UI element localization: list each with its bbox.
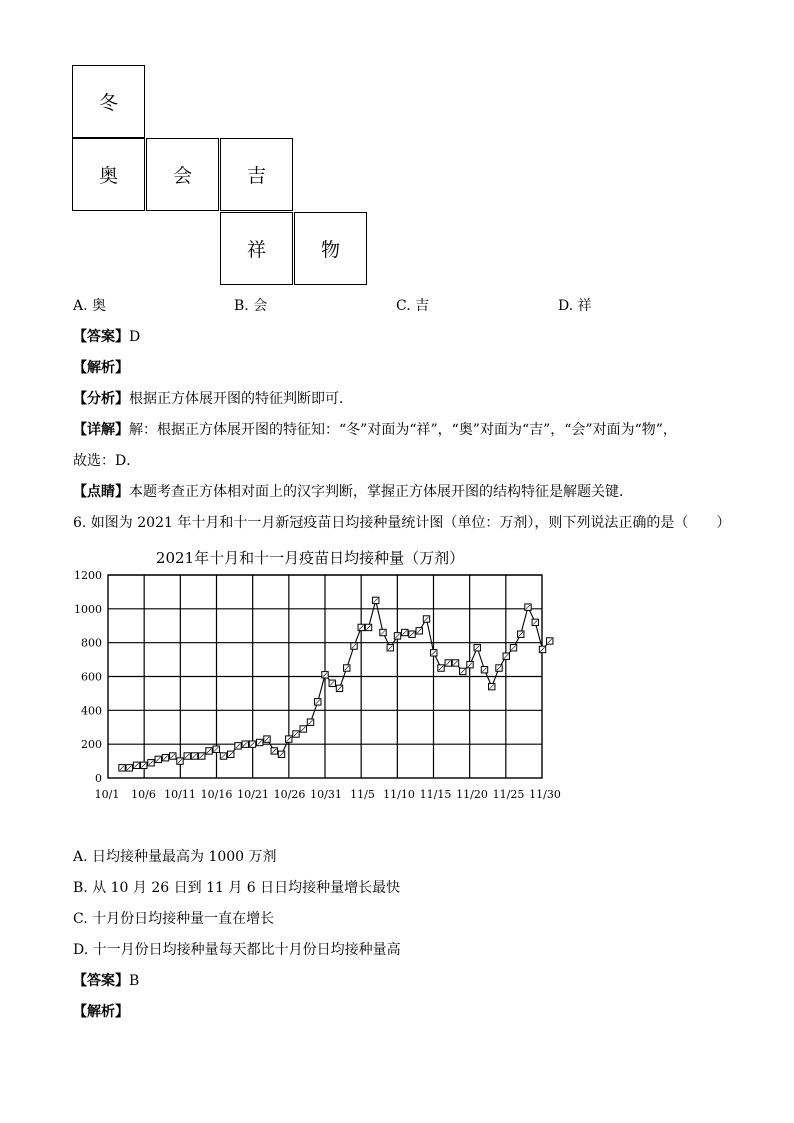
q6-analysis-label: 【解析】 <box>73 1004 129 1020</box>
x-tick-label: 10/31 <box>310 788 342 801</box>
y-tick-label: 600 <box>81 670 102 684</box>
net-cell-1: 冬 <box>72 65 145 138</box>
q5-dianjing: 【点睛】本题考查正方体相对面上的汉字判断，掌握正方体展开图的结构特征是解题关键． <box>73 484 633 500</box>
q5-answer: 【答案】D <box>73 329 141 345</box>
net-cell-2: 奥 <box>72 138 145 211</box>
q6-option-b: B. 从 10 月 26 日到 11 月 6 日日均接种量增长最快 <box>73 880 401 896</box>
q5-option-d: D. 祥 <box>558 298 592 314</box>
y-tick-label: 1000 <box>74 602 102 616</box>
x-tick-label: 11/10 <box>383 788 415 801</box>
x-tick-label: 10/6 <box>131 788 156 801</box>
x-tick-label: 11/20 <box>456 788 488 801</box>
y-tick-label: 400 <box>81 704 102 718</box>
q6-option-d: D. 十一月份日均接种量每天都比十月份日均接种量高 <box>73 942 401 958</box>
net-cell-3: 会 <box>146 138 219 211</box>
net-cell-4: 吉 <box>220 138 293 211</box>
y-tick-label: 1200 <box>74 569 102 582</box>
x-tick-label: 11/5 <box>350 788 375 801</box>
x-tick-label: 11/15 <box>419 788 452 801</box>
x-tick-label: 10/21 <box>237 788 269 801</box>
q5-conclusion: 故选：D． <box>73 453 141 469</box>
x-tick-label: 10/16 <box>200 788 233 801</box>
x-tick-label: 10/11 <box>164 788 196 801</box>
q5-option-a: A. 奥 <box>73 298 107 314</box>
q6-answer: 【答案】B <box>73 973 140 989</box>
q5-xiangjie: 【详解】解：根据正方体展开图的特征知：“冬”对面为“祥”，“奥”对面为“吉”，“会”对面为“物”， <box>73 422 677 438</box>
q5-analysis-label: 【解析】 <box>73 360 129 376</box>
q5-fenxi: 【分析】根据正方体展开图的特征判断即可． <box>73 391 353 407</box>
y-tick-label: 200 <box>81 738 102 752</box>
q5-option-b: B. 会 <box>234 298 268 314</box>
q5-option-c: C. 吉 <box>396 298 430 314</box>
q6-stem: 6. 如图为 2021 年十月和十一月新冠疫苗日均接种量统计图（单位：万剂），则下列说法正确的是（ ） <box>73 515 731 531</box>
q6-option-c: C. 十月份日均接种量一直在增长 <box>73 911 275 927</box>
y-tick-label: 800 <box>81 636 102 650</box>
x-tick-label: 11/25 <box>492 788 525 801</box>
x-tick-label: 11/30 <box>529 788 561 801</box>
x-tick-label: 10/1 <box>94 788 120 801</box>
q6-option-a: A. 日均接种量最高为 1000 万剂 <box>73 849 277 865</box>
net-cell-5: 祥 <box>220 212 293 285</box>
chart-title: 2021年十月和十一月疫苗日均接种量（万剂） <box>155 549 465 567</box>
net-cell-6: 物 <box>294 212 367 285</box>
y-tick-label: 0 <box>95 772 102 785</box>
x-tick-label: 10/26 <box>273 788 306 801</box>
